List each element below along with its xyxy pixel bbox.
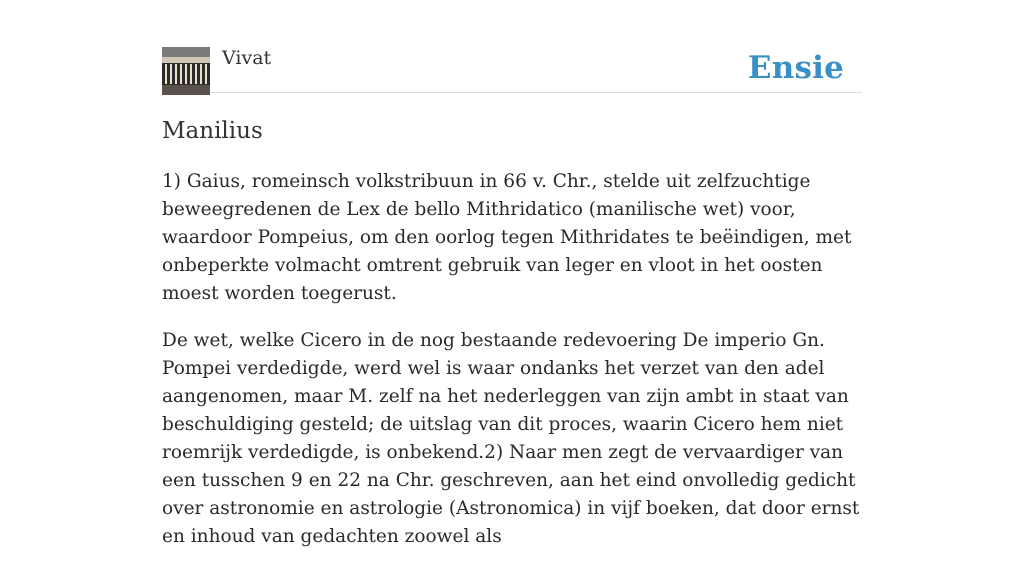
source-name[interactable]: Vivat — [222, 47, 272, 69]
book-spines-icon[interactable] — [162, 47, 210, 95]
page-title: Manilius — [162, 118, 263, 144]
article-body — [162, 168, 866, 570]
paragraph: De wet, welke Cicero in de nog bestaande redevoering De imperio Gn. Pompei verdedigde, werd wel is waar ondanks het verzet van den adel aangenomen, maar M. zelf na het nederleggen van zijn ambt in staat van beschuldiging gesteld; de uitslag van dit proces, waarin Cicero hem niet roemrijk verdedigde, is onbekend.2) Naar men zegt de vervaardiger van een tusschen 9 en 22 na Chr. geschreven, aan het eind onvolledig gedicht over astronomie en astrologie (Astronomica) in vijf boeken, dat door ernst en inhoud van gedachten zoowel als — [162, 330, 860, 547]
brand-logo[interactable]: Ensie — [747, 50, 844, 86]
header — [162, 46, 862, 93]
paragraph: 1) Gaius, romeinsch volkstribuun in 66 v. Chr., stelde uit zelfzuchtige beweegredenen de Lex de bello Mithridatico (manilische wet) voor, waardoor Pompeius, om den oorlog tegen Mithridates te beëindigen, met onbeperkte volmacht omtrent gebruik van leger en vloot in het oosten moest worden toegerust. — [162, 171, 852, 304]
